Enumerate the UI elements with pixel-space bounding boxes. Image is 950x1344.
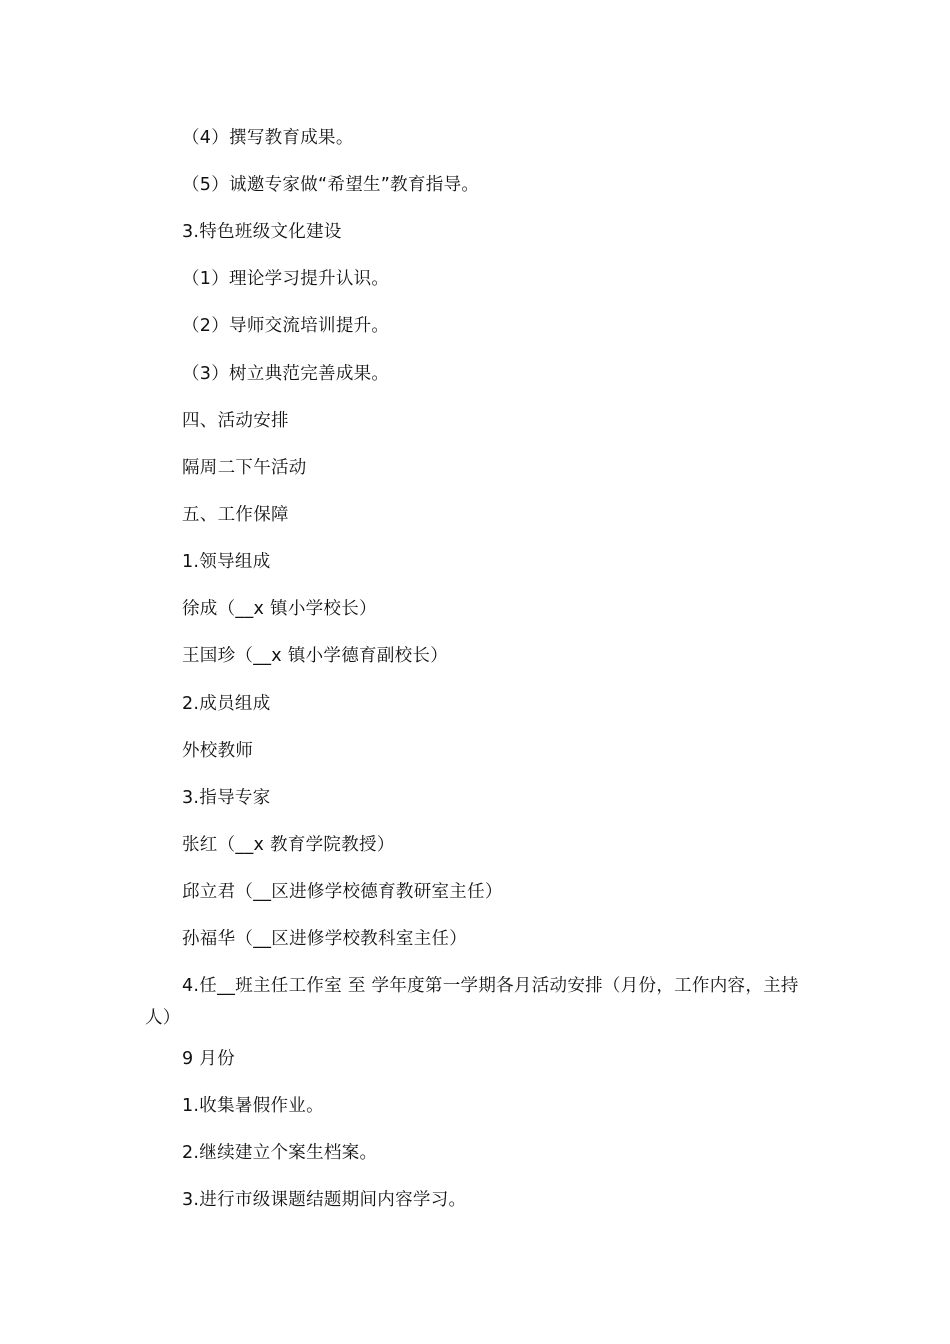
paragraph-activity-schedule: 隔周二下午活动	[182, 458, 307, 478]
paragraph-leader-wang: 王国珍（__x 镇小学德育副校长）	[182, 646, 449, 666]
paragraph-expert-qiu: 邱立君（__区进修学校德育教研室主任）	[182, 882, 503, 902]
paragraph-monthly-schedule-heading: 4.任__班主任工作室 至 学年度第一学期各月活动安排（月份，工作内容，主持人）	[145, 976, 799, 1028]
paragraph-item-3-model: （3）树立典范完善成果。	[182, 364, 390, 384]
paragraph-heading-class-culture: 3.特色班级文化建设	[182, 222, 342, 242]
paragraph-item-5-expert: （5）诚邀专家做“希望生”教育指导。	[182, 175, 480, 195]
paragraph-expert-sun: 孙福华（__区进修学校教科室主任）	[182, 929, 468, 949]
section-heading-guarantee: 五、工作保障	[182, 505, 289, 525]
paragraph-item-2-mentor: （2）导师交流培训提升。	[182, 316, 390, 336]
paragraph-leader-xu: 徐成（__x 镇小学校长）	[182, 599, 377, 619]
paragraph-item-1-theory: （1）理论学习提升认识。	[182, 269, 390, 289]
paragraph-expert-zhang: 张红（__x 教育学院教授）	[182, 835, 395, 855]
paragraph-heading-members: 2.成员组成	[182, 694, 271, 714]
paragraph-heading-leadership: 1.领导组成	[182, 552, 271, 572]
paragraph-month-september: 9 月份	[182, 1049, 235, 1069]
section-heading-activities: 四、活动安排	[182, 411, 289, 431]
paragraph-heading-experts: 3.指导专家	[182, 788, 271, 808]
paragraph-task-research-study: 3.进行市级课题结题期间内容学习。	[182, 1190, 467, 1210]
paragraph-task-homework: 1.收集暑假作业。	[182, 1096, 324, 1116]
paragraph-item-4-writing: （4）撰写教育成果。	[182, 128, 354, 148]
paragraph-task-case-files: 2.继续建立个案生档案。	[182, 1143, 378, 1163]
paragraph-members-external: 外校教师	[182, 741, 254, 761]
